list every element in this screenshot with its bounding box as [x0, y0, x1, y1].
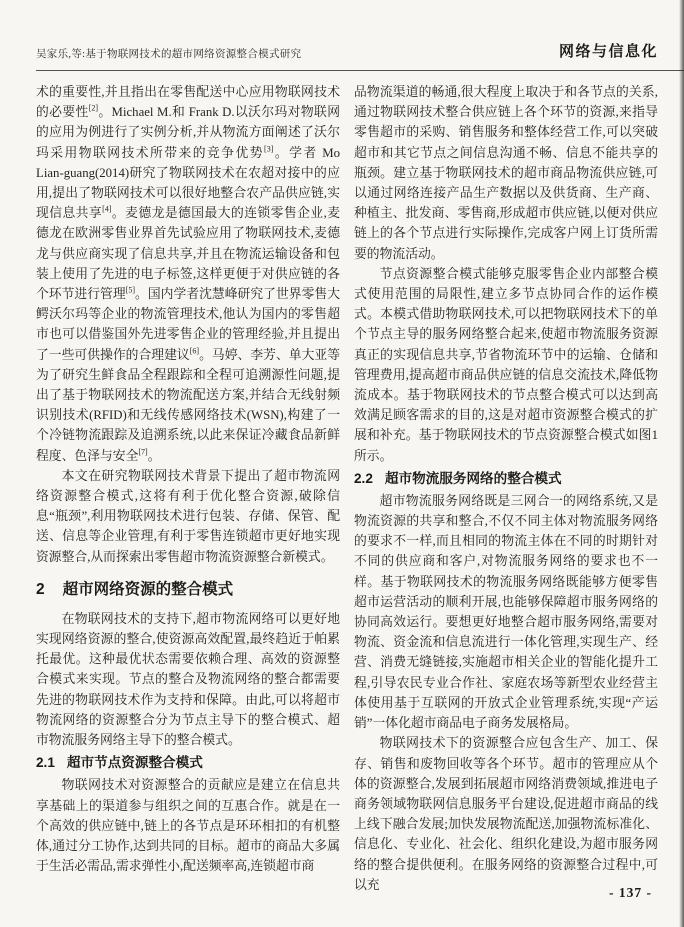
header-rule: [36, 70, 684, 71]
paragraph-service-network: 超市物流服务网络既是三网合一的网络系统,又是物流资源的共享和整合,不仅不同主体对物流服务网络的要求不一样,而且相同的物流主体在不同的时期针对不同的供应商和客户,对物流服务网络的要求也不一样。基于物联网技术的物流服务网络既能够方便零售超市运营活动的顺利开展,也能够保障超市服务网络的协同高效运行。要想更好地整合超市服务网络,需要对物流、资金流和信息流进行一体化管理,实现生产、经营、消费无缝链接,实施超市相关企业的智能化提升工程,引导农民专业合作社、家庭农场等新型农业经营主体使用基于互联网的开放式企业管理系统,实现“产运销”一体化超市商品电子商务发展格局。: [354, 493, 658, 731]
section-title: 超市节点资源整合模式: [66, 755, 203, 771]
paragraph-literature-review: 术的重要性,并且指出在零售配送中心应用物联网技术的必要性[2]。Michael M.和 Frank D.以沃尔玛对物联网的应用为例进行了实例分析,并从物流方面阐述了沃尔玛采用物联网技术所带来的竞争优势[3]。学者 Mo Lian-guang(2014)研究了物联网技术在农超对接中的应用,提出了物联网技术可以很好地整合农产品供应链,实现信息共享[4]。麦德龙是德国最大的连锁零售企业,麦德龙在欧洲零售业界首先试验应用了物联网技术,麦德龙与供应商实现了信息共享,并且在物流运输设备和包装上使用了先进的电子标签,这样更便于对供应链的各个环节进行管理[5]。国内学者沈慧峰研究了世界零售大鳄沃尔玛等企业的物流管理技术,他认为国内的零售超市也可以借鉴国外先进零售企业的管理经验,并且提出了一些可供操作的合理建议[6]。马婷、李芳、单大亚等为了研究生鲜食品全程跟踪和全程可追溯源性问题,提出了基于物联网技术的物流配送方案,并结合无线射频识别技术(RFID)和无线传感网络技术(WSN),构建了一个冷链物流跟踪及追溯系统,以此来保证冷藏食品新鲜程度、色泽与安全[7]。: [36, 85, 341, 463]
section-title: 超市网络资源的整合模式: [62, 580, 234, 598]
section-heading-2-2: [354, 468, 658, 489]
scan-edge-artifact: [679, 0, 684, 927]
paragraph-section2: 在物联网技术的支持下,超市物流网络可以更好地实现网络资源的整合,使资源高效配置,最终趋近于帕累托最优。这种最优状态需要依赖合理、高效的资源整合模式来实现。节点的整合及物流网络的整合都需要先进的物联网技术作为支持和保障。由此,可以将超市物流网络的资源整合分为节点主导下的整合模式、超市物流服务网络主导下的整合模式。: [36, 611, 340, 748]
page-header: [36, 40, 658, 61]
running-head-left: 吴家乐,等:基于物联网技术的超市网络资源整合模式研究: [36, 49, 302, 60]
paragraph-section2-1: 物联网技术对资源整合的贡献应是建立在信息共享基础上的渠道参与组织之间的互惠合作。就是在一个高效的供应链中,链上的各节点是环环相扣的有机整体,通过分工协作,达到共同的目标。超市的商品大多属于生活必需品,需求弹性小,配送频率高,连锁超市商: [36, 778, 340, 874]
left-column: [36, 82, 340, 895]
right-column: [354, 82, 658, 895]
article-body: [36, 82, 658, 895]
paragraph-intro: 本文在研究物联网技术背景下提出了超市物流网络资源整合模式,这将有利于优化整合资源,破除信息“瓶颈”,利用物联网技术进行包装、存储、保管、配送、信息等企业管理,有利于零售连锁超市更好地实现资源整合,从而探索出零售超市物流资源整合新模式。: [36, 468, 340, 564]
journal-section-title: 网络与信息化: [558, 43, 658, 60]
section-heading-2: [36, 579, 340, 600]
paragraph-node-mode: 节点资源整合模式能够克服零售企业内部整合模式使用范围的局限性,建立多节点协同合作的运作模式。本模式借助物联网技术,可以把物联网技术下的单个节点主导的服务网络整合起来,使超市物流服务资源真正的实现信息共享,节省物流环节中的运输、仓储和管理费用,提高超市商品供应链的信息交流技术,降低物流成本。基于物联网技术的节点整合模式可以达到高效满足顾客需求的目的,这是对超市资源整合模式的扩展和补充。基于物联网技术的节点资源整合模式如图1所示。: [354, 266, 658, 463]
section-number: 2.1: [36, 755, 55, 771]
section-number: 2: [36, 580, 45, 598]
paragraph-resource-scope: 物联网技术下的资源整合应包含生产、加工、保存、销售和废物回收等各个环节。超市的管理应从个体的资源整合,发展到拓展超市网络消费领域,推进电子商务领域物联网信息服务平台建设,促进超市商品的线上线下融合发展;加快发展物流配送,加强物流标准化、信息化、专业化、社会化、组织化建设,为超市服务网络的整合提供便利。在服务网络的资源整合过程中,可以充: [354, 736, 658, 892]
page-number: - 137 -: [609, 885, 652, 900]
section-heading-2-1: [36, 752, 340, 773]
section-title: 超市物流服务网络的整合模式: [384, 470, 562, 486]
paragraph-supply-chain-continuation: 品物流渠道的畅通,很大程度上取决于和各节点的关系,通过物联网技术整合供应链上各个环节的资源,来指导零售超市的采购、销售服务和整体经营工作,可以突破超市和其它节点之间信息沟通不畅、信息不能共享的瓶颈。建立基于物联网技术的超市商品物流供应链,可以通过网络连接产品生产数据以及供货商、生产商、种植主、批发商、零售商,形成超市供应链,以便对供应链上的各个节点进行实际操作,完成客户网上订货所需要的物流活动。: [354, 85, 658, 261]
section-number: 2.2: [354, 470, 373, 486]
